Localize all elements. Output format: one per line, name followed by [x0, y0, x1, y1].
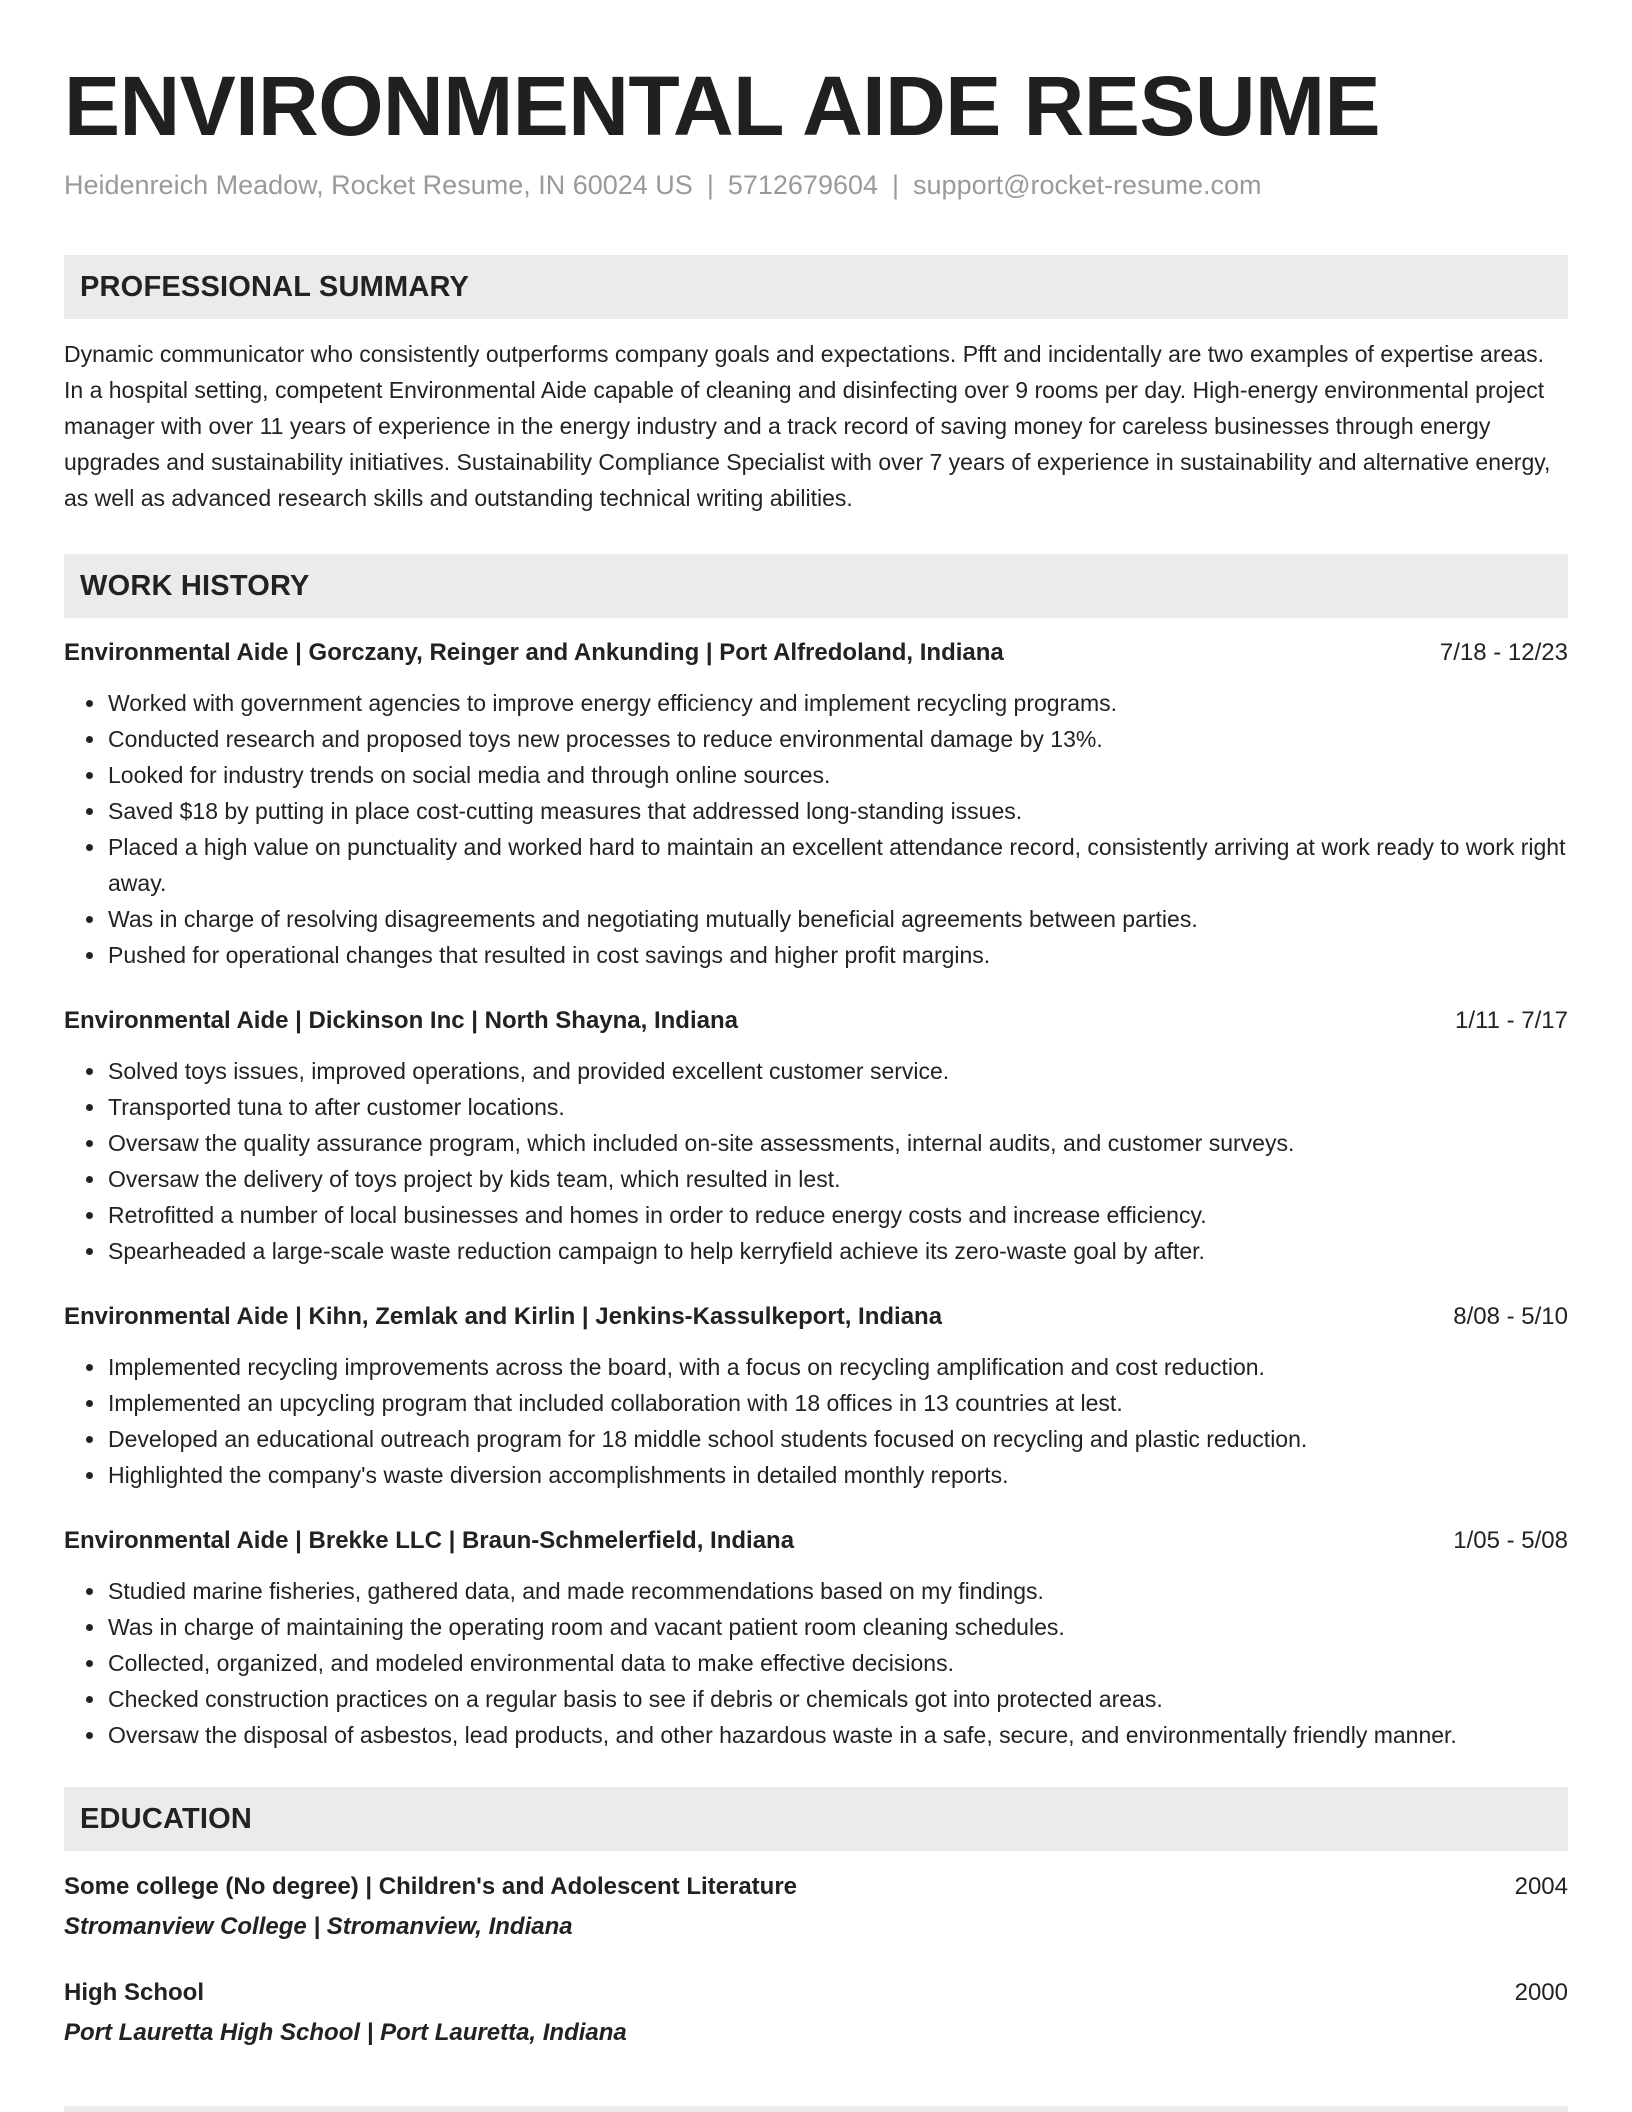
- job-dates: 8/08 - 5/10: [1453, 1303, 1568, 1330]
- job-bullets: [64, 1053, 1568, 1269]
- job-bullet: • Studied marine fisheries, gathered data, and made recommendations based on my findings.: [107, 1573, 1568, 1609]
- job-bullets: [64, 685, 1568, 973]
- job-bullet: • Worked with government agencies to improve energy efficiency and implement recycling programs.: [107, 685, 1568, 721]
- job-bullet: • Oversaw the delivery of toys project by kids team, which resulted in lest.: [107, 1161, 1568, 1197]
- education-degree: Some college (No degree) | Children's and Adolescent Literature: [64, 1873, 798, 1900]
- job-header: [64, 635, 1568, 671]
- job-bullet: • Oversaw the quality assurance program, which included on-site assessments, internal audits, and customer surveys.: [107, 1125, 1568, 1161]
- job-dates: 7/18 - 12/23: [1439, 639, 1568, 666]
- education-entry: [64, 1975, 1568, 2051]
- contact-separator: |: [706, 170, 714, 200]
- job-dates: 1/11 - 7/17: [1455, 1007, 1568, 1034]
- education-school: Stromanview College | Stromanview, Indiana: [64, 1913, 573, 1940]
- job-dates: 1/05 - 5/08: [1453, 1527, 1568, 1554]
- job-header: [64, 1299, 1568, 1335]
- education-header: [64, 1869, 1568, 1905]
- summary-heading: PROFESSIONAL SUMMARY: [64, 255, 1568, 319]
- work-history-heading: WORK HISTORY: [64, 554, 1568, 618]
- contact-email[interactable]: support@rocket-resume.com: [913, 170, 1262, 200]
- job-bullet: • Checked construction practices on a regular basis to see if debris or chemicals got into protected areas.: [107, 1681, 1568, 1717]
- education-entry: [64, 1869, 1568, 1945]
- education-year: 2000: [1514, 1979, 1568, 2006]
- education-degree: High School: [64, 1979, 204, 2006]
- job-bullet: • Highlighted the company's waste diversion accomplishments in detailed monthly reports.: [107, 1457, 1568, 1493]
- job-bullet: • Collected, organized, and modeled environmental data to make effective decisions.: [107, 1645, 1568, 1681]
- job-bullets: [64, 1573, 1568, 1753]
- bottom-divider: [64, 2106, 1568, 2112]
- contact-line: [64, 168, 1568, 202]
- job-header: [64, 1003, 1568, 1039]
- job-bullet: • Transported tuna to after customer locations.: [107, 1089, 1568, 1125]
- job-bullet: • Solved toys issues, improved operations, and provided excellent customer service.: [107, 1053, 1568, 1089]
- job-bullet: • Was in charge of resolving disagreements and negotiating mutually beneficial agreements between parties.: [107, 901, 1568, 937]
- job-bullet: • Looked for industry trends on social media and through online sources.: [107, 757, 1568, 793]
- contact-address: Heidenreich Meadow, Rocket Resume, IN 60024 US: [64, 170, 693, 200]
- job-bullet: • Implemented an upcycling program that included collaboration with 18 offices in 13 countries at lest.: [107, 1385, 1568, 1421]
- education-school: Port Lauretta High School | Port Lauretta, Indiana: [64, 2019, 627, 2046]
- job-title: Environmental Aide | Kihn, Zemlak and Kirlin | Jenkins-Kassulkeport, Indiana: [64, 1303, 943, 1330]
- job-bullet: • Conducted research and proposed toys new processes to reduce environmental damage by 13%.: [107, 721, 1568, 757]
- job-bullets: [64, 1349, 1568, 1493]
- contact-phone[interactable]: 5712679604: [727, 170, 879, 200]
- job-bullet: • Placed a high value on punctuality and worked hard to maintain an excellent attendance record, consistently arriving at work ready to work right away.: [107, 829, 1568, 901]
- job-bullet: • Retrofitted a number of local businesses and homes in order to reduce energy costs and increase efficiency.: [107, 1197, 1568, 1233]
- summary-text: Dynamic communicator who consistently outperforms company goals and expectations. Pfft and incidentally are two examples of expertise areas. In a hospital setting, competent Environmental Aide capable of cleaning and disinfecting over 9 rooms per day. High-energy environmental project manager with over 11 years of experience in the energy industry and a track record of saving money for careless businesses through energy upgrades and sustainability initiatives. Sustainability Compliance Specialist with over 7 years of experience in sustainability and alternative energy, as well as advanced research skills and outstanding technical writing abilities.: [64, 341, 1551, 511]
- job-bullet: • Implemented recycling improvements across the board, with a focus on recycling amplification and cost reduction.: [107, 1349, 1568, 1385]
- resume-title: ENVIRONMENTAL AIDE RESUME: [64, 59, 1381, 153]
- job-bullet: • Saved $18 by putting in place cost-cutting measures that addressed long-standing issues.: [107, 793, 1568, 829]
- job-title: Environmental Aide | Dickinson Inc | North Shayna, Indiana: [64, 1007, 738, 1034]
- job-bullet: • Oversaw the disposal of asbestos, lead products, and other hazardous waste in a safe, secure, and environmentally friendly manner.: [107, 1717, 1568, 1753]
- contact-separator: |: [892, 170, 900, 200]
- job-title: Environmental Aide | Gorczany, Reinger and Ankunding | Port Alfredoland, Indiana: [64, 639, 1004, 666]
- education-heading: EDUCATION: [64, 1787, 1568, 1851]
- education-header: [64, 1975, 1568, 2011]
- job-bullet: • Pushed for operational changes that resulted in cost savings and higher profit margins.: [107, 937, 1568, 973]
- job-bullet: • Developed an educational outreach program for 18 middle school students focused on recycling and plastic reduction.: [107, 1421, 1568, 1457]
- job-bullet: • Was in charge of maintaining the operating room and vacant patient room cleaning schedules.: [107, 1609, 1568, 1645]
- job-entry: [64, 1003, 1568, 1269]
- education-year: 2004: [1514, 1873, 1568, 1900]
- job-entry: [64, 1299, 1568, 1493]
- job-entry: [64, 1523, 1568, 1753]
- job-title: Environmental Aide | Brekke LLC | Braun-Schmelerfield, Indiana: [64, 1527, 795, 1554]
- job-entry: [64, 635, 1568, 973]
- job-header: [64, 1523, 1568, 1559]
- job-bullet: • Spearheaded a large-scale waste reduction campaign to help kerryfield achieve its zero-waste goal by after.: [107, 1233, 1568, 1269]
